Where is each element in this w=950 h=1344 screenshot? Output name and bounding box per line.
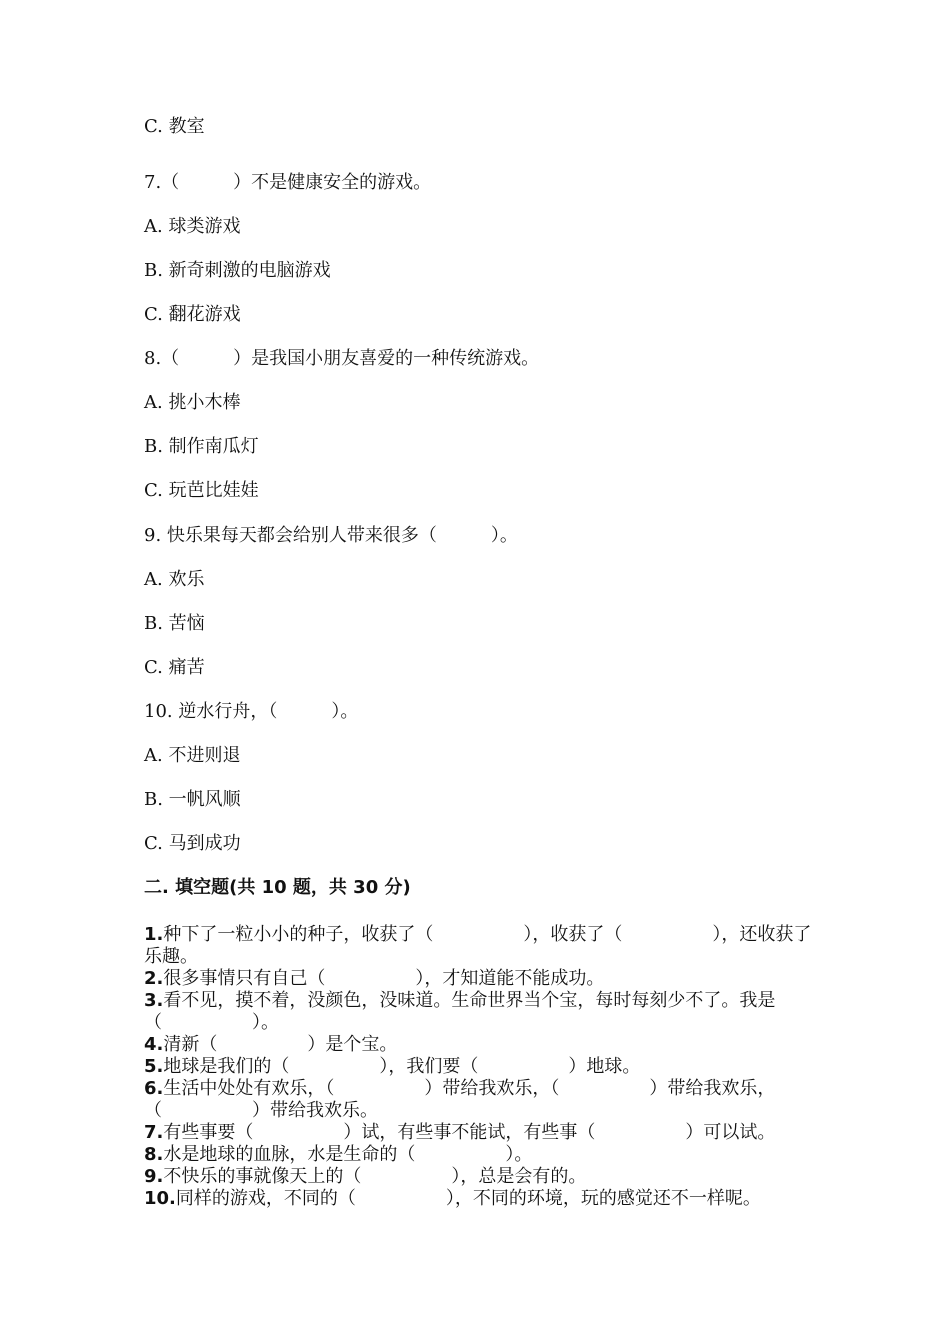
item-text: 看不见，摸不着，没颜色，没味道。生命世界当个宝，每时每刻少不了。我是（ ）。	[144, 990, 776, 1033]
item-number: 2.	[144, 968, 164, 989]
item-text: 生活中处处有欢乐，（ ）带给我欢乐，（ ）带给我欢乐，（ ）带给我欢乐。	[144, 1078, 776, 1121]
question-9: 9. 快乐果每天都会给别人带来很多（ ）。	[144, 525, 518, 546]
item-text: 不快乐的事就像天上的（ ），总是会有的。	[163, 1166, 587, 1187]
fill-item-7	[144, 1122, 814, 1144]
option-c: C. 翻花游戏	[144, 304, 241, 325]
option-c: C. 痛苦	[144, 657, 205, 678]
section-title-fill-in: 二. 填空题(共 10 题，共 30 分)	[144, 877, 411, 898]
option-a: A. 欢乐	[144, 569, 205, 590]
fill-item-2	[144, 968, 814, 990]
item-number: 10.	[144, 1188, 176, 1209]
option-a: A. 挑小木棒	[144, 392, 241, 413]
item-text: 地球是我们的（ ），我们要（ ）地球。	[163, 1056, 641, 1077]
item-number: 8.	[144, 1144, 164, 1165]
item-text: 水是地球的血脉，水是生命的（ ）。	[163, 1144, 533, 1165]
option-c: C. 马到成功	[144, 833, 241, 854]
fill-item-6	[144, 1078, 814, 1122]
item-number: 5.	[144, 1056, 164, 1077]
question-10: 10. 逆水行舟，（ ）。	[144, 701, 359, 722]
option-a: A. 球类游戏	[144, 216, 241, 237]
fill-item-3	[144, 990, 814, 1034]
fill-item-5	[144, 1056, 814, 1078]
item-number: 4.	[144, 1034, 164, 1055]
fill-item-1	[144, 924, 814, 968]
question-8: 8.（ ）是我国小朋友喜爱的一种传统游戏。	[144, 348, 540, 369]
item-number: 1.	[144, 924, 164, 945]
item-text: 同样的游戏，不同的（ ），不同的环境，玩的感觉还不一样呢。	[175, 1188, 761, 1209]
option-a: A. 不进则退	[144, 745, 241, 766]
item-text: 种下了一粒小小的种子，收获了（ ），收获了（ ），还收获了乐趣。	[144, 924, 812, 967]
option-b: B. 苦恼	[144, 613, 205, 634]
option-b: B. 制作南瓜灯	[144, 436, 259, 457]
item-text: 清新（ ）是个宝。	[163, 1034, 398, 1055]
fill-item-8	[144, 1144, 814, 1166]
fill-in-list	[144, 924, 814, 1210]
fill-item-9	[144, 1166, 814, 1188]
item-text: 有些事要（ ）试，有些事不能试，有些事（ ）可以试。	[163, 1122, 776, 1143]
item-number: 6.	[144, 1078, 164, 1099]
option-b: B. 新奇刺激的电脑游戏	[144, 260, 331, 281]
question-7: 7.（ ）不是健康安全的游戏。	[144, 172, 432, 193]
item-number: 9.	[144, 1166, 164, 1187]
item-number: 3.	[144, 990, 164, 1011]
option-c: C. 玩芭比娃娃	[144, 480, 259, 501]
item-number: 7.	[144, 1122, 164, 1143]
fill-item-10	[144, 1188, 814, 1210]
item-text: 很多事情只有自己（ ），才知道能不能成功。	[163, 968, 605, 989]
option-b: B. 一帆风顺	[144, 789, 241, 810]
fill-item-4	[144, 1034, 814, 1056]
option-c-classroom: C. 教室	[144, 116, 205, 137]
